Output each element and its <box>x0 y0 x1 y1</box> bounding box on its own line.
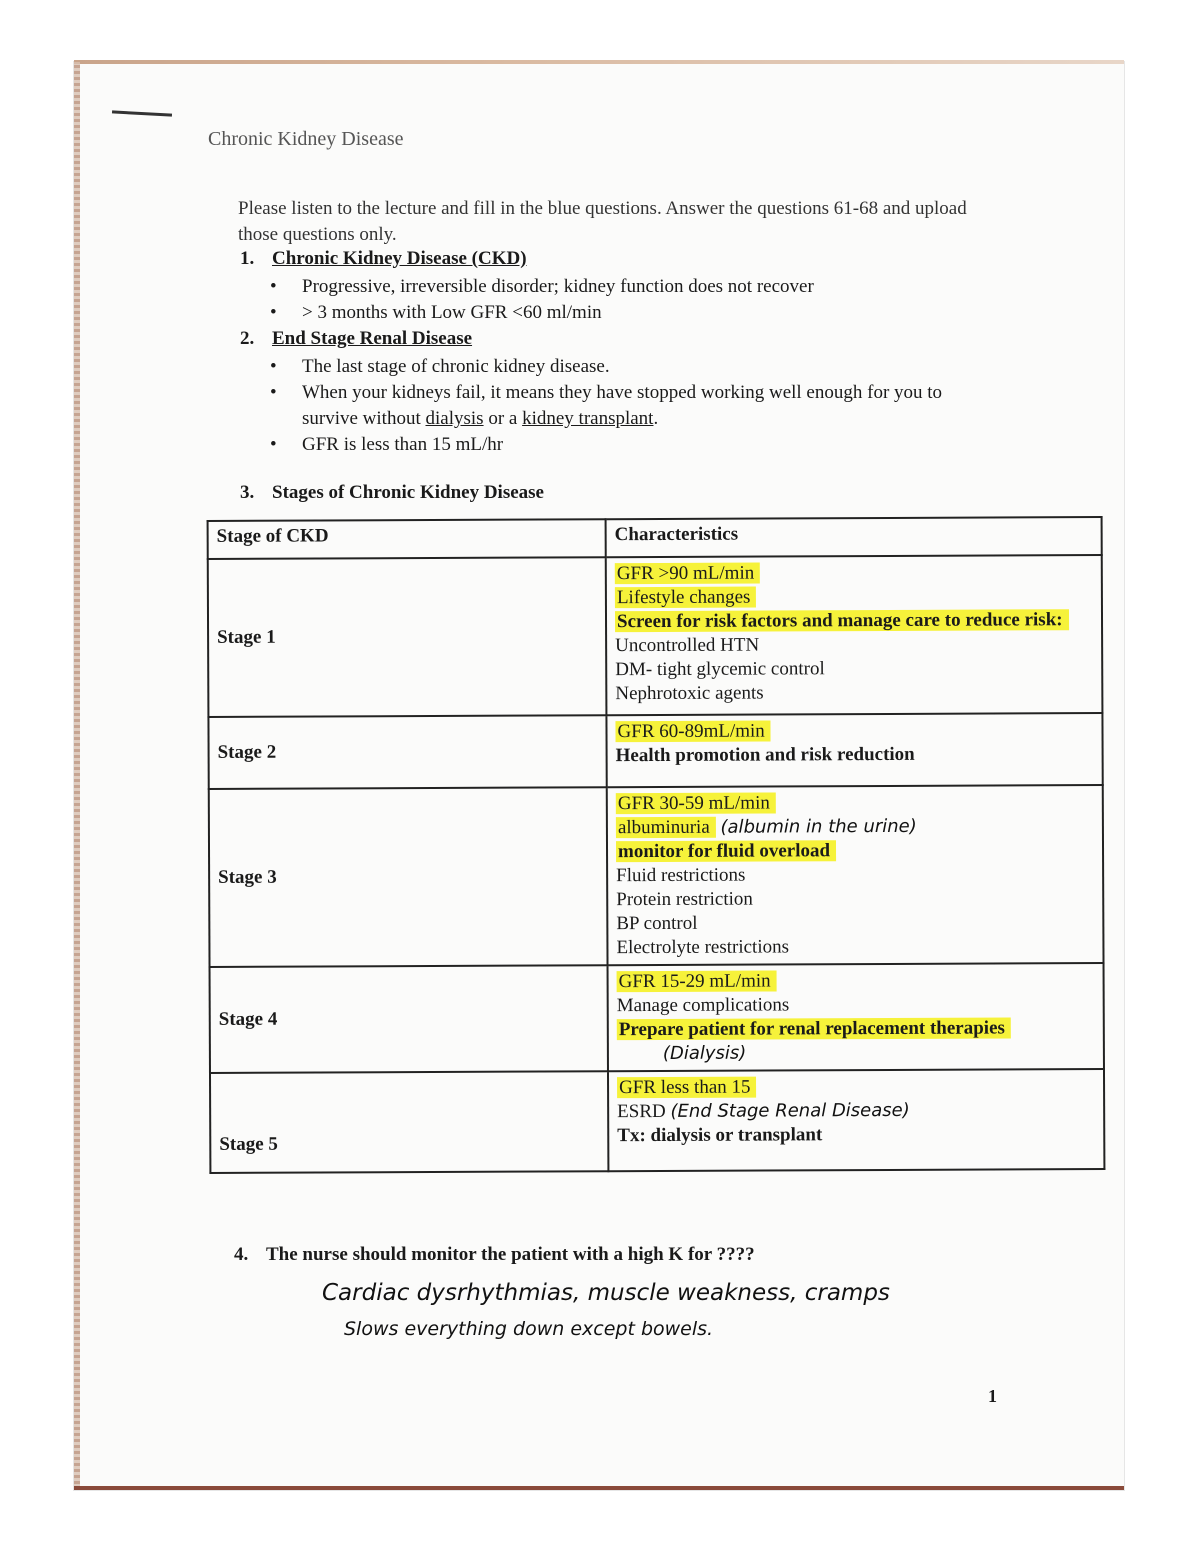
characteristic-line: Protein restriction <box>616 888 753 911</box>
stage-characteristics <box>608 1069 1104 1171</box>
table-row <box>210 963 1104 1073</box>
bullet-item: • > 3 months with Low GFR <60 ml/min <box>270 300 990 326</box>
section-1-heading <box>240 248 527 270</box>
stage-label: Stage 1 <box>208 557 607 717</box>
characteristic-line: GFR 30-59 mL/min <box>616 792 776 814</box>
section-2-bullets <box>270 354 990 458</box>
paper-bottom-edge <box>74 1486 1124 1490</box>
characteristic-line: GFR 60-89mL/min <box>615 720 770 742</box>
characteristic-line: Health promotion and risk reduction <box>615 743 915 767</box>
characteristic-line: Lifestyle changes <box>615 587 757 609</box>
section-title: Chronic Kidney Disease (CKD) <box>272 248 527 269</box>
characteristic-line: Fluid restrictions <box>616 864 746 887</box>
section-title: End Stage Renal Disease <box>272 328 473 349</box>
column-header: Characteristics <box>606 517 1102 557</box>
characteristic-line: Prepare patient for renal replacement therapies <box>617 1017 1011 1040</box>
stage-label: Stage 5 <box>210 1071 608 1173</box>
section-number: 2. <box>240 328 255 349</box>
question-number: 4. <box>234 1244 249 1265</box>
or-text: or a <box>488 408 518 429</box>
bullet-item: • Progressive, irreversible disorder; kidney function does not recover <box>270 274 990 300</box>
characteristic-line: Electrolyte restrictions <box>616 936 790 959</box>
characteristic-line: GFR 15-29 mL/min <box>617 970 777 992</box>
column-header: Stage of CKD <box>208 519 606 559</box>
table-row <box>209 785 1104 967</box>
stage-label: Stage 2 <box>208 715 606 789</box>
section-number: 3. <box>240 482 255 503</box>
characteristic-line: Nephrotoxic agents <box>615 682 764 705</box>
characteristic-line: BP control <box>616 912 698 935</box>
stage-characteristics <box>607 785 1104 965</box>
stage-characteristics <box>606 555 1103 715</box>
handwritten-note: (albumin in the urine) <box>720 815 917 838</box>
dialysis-term: dialysis <box>425 408 484 429</box>
stage-label: Stage 4 <box>210 965 608 1073</box>
stage-characteristics <box>608 963 1104 1071</box>
characteristic-line: Screen for risk factors and manage care to reduce risk: <box>615 609 1069 632</box>
document-header: Chronic Kidney Disease <box>208 128 404 150</box>
section-2-heading <box>240 328 472 350</box>
characteristic-line: GFR >90 mL/min <box>615 563 760 585</box>
characteristic-line: ESRD <box>617 1100 666 1123</box>
bullet-text: When your kidneys fail, it means they have stopped working well enough for you to survive without <box>302 382 943 429</box>
handwritten-note: (End Stage Renal Disease) <box>670 1099 910 1122</box>
characteristic-line: Tx: dialysis or transplant <box>617 1124 823 1147</box>
characteristic-line: GFR less than 15 <box>617 1077 757 1099</box>
section-3-heading <box>240 482 544 504</box>
page-number: 1 <box>988 1386 997 1406</box>
ckd-stages-table <box>207 516 1106 1174</box>
section-number: 1. <box>240 248 255 269</box>
stage-label: Stage 3 <box>209 787 608 967</box>
section-title: Stages of Chronic Kidney Disease <box>272 482 544 503</box>
paper-top-edge <box>74 60 1124 64</box>
handwritten-note: (Dialysis) <box>662 1042 747 1064</box>
characteristic-line: albuminuria <box>616 817 716 838</box>
characteristic-line: Uncontrolled HTN <box>615 634 760 657</box>
characteristic-line: monitor for fluid overload <box>616 840 836 862</box>
intro-instructions: Please listen to the lecture and fill in the blue questions. Answer the questions 61-68 and upload those questions only. <box>238 198 967 245</box>
question-text: The nurse should monitor the patient with a high K for ???? <box>266 1244 755 1265</box>
section-1-bullets <box>270 274 990 326</box>
paper-left-edge <box>74 62 80 1490</box>
bullet-item: • The last stage of chronic kidney disease. <box>270 354 990 380</box>
characteristic-line: Manage complications <box>616 994 790 1017</box>
stage-characteristics <box>606 713 1102 787</box>
table-row <box>210 1069 1104 1173</box>
bullet-item: • When your kidneys fail, it means they have stopped working well enough for you to survive without dialysis or a kidney transplant. <box>270 380 990 432</box>
bullet-item: • GFR is less than 15 mL/hr <box>270 432 990 458</box>
kidney-transplant-term: kidney transplant <box>522 408 654 429</box>
table-header-row <box>208 517 1102 559</box>
question-4 <box>234 1244 755 1266</box>
handwritten-answer-line-1: Cardiac dysrhythmias, muscle weakness, cramps <box>322 1280 890 1306</box>
table-row <box>208 555 1103 717</box>
handwritten-answer-line-2: Slows everything down except bowels. <box>344 1318 714 1340</box>
table-row <box>208 713 1102 789</box>
characteristic-line: DM- tight glycemic control <box>615 658 825 681</box>
